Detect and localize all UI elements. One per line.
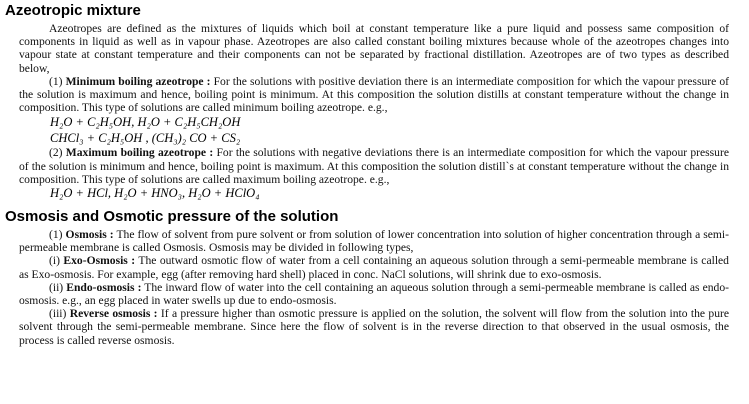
minimum-boiling-text: For the solutions with positive deviation there is an intermediate composition for which the vapour pressure of the solution is maximum and hence, boiling point is minimum. At this composition the solution distills at constant temperature without the change in composition. This type of solutions are called minimum boiling azeotrope. e.g., [19,74,729,115]
minimum-boiling-number: (1) [49,74,63,88]
heading-osmosis: Osmosis and Osmotic pressure of the solution [5,208,339,226]
endo-osmosis-number: (ii) [49,280,64,294]
reverse-osmosis-paragraph [19,307,729,347]
maximum-boiling-text: For the solutions with negative deviations there is an intermediate composition for which the vapour pressure of the solution is minimum and hence, boiling point is maximum. At this composition the solution distill`s at constant temperature without the change in composition. This type of solutions are called maximum boiling azeotrope. e.g., [19,146,729,186]
maximum-boiling-term: Maximum boiling azeotrope : [65,146,214,160]
heading-azeotropic-mixture: Azeotropic mixture [5,2,141,19]
osmosis-term: Osmosis : [65,228,114,242]
endo-osmosis-paragraph [19,281,729,307]
osmosis-paragraph [19,228,729,254]
minimum-boiling-formula-2: CHCl₃ + C₂H₅OH , (CH₃)₂ CO + CS₂ [50,131,241,146]
minimum-boiling-paragraph [19,75,729,115]
reverse-osmosis-number: (iii) [49,307,67,321]
minimum-boiling-term: Minimum boiling azeotrope : [65,74,211,88]
exo-osmosis-paragraph [19,254,729,280]
reverse-osmosis-term: Reverse osmosis : [69,307,158,321]
maximum-boiling-number: (2) [49,146,63,160]
maximum-boiling-formula: H₂O + HCl, H₂O + HNO₃, H₂O + HClO₄ [50,186,260,201]
exo-osmosis-term: Exo-Osmosis : [63,254,136,268]
maximum-boiling-paragraph [19,146,729,186]
reverse-osmosis-text: If a pressure higher than osmotic pressure is applied on the solution, the solvent will flow from the solution into the pure solvent through the semi-permeable membrane. Since here the flow of solvent is in the reverse direction to that observed in the usual osmosis, the process is called reverse osmosis. [19,307,730,347]
endo-osmosis-term: Endo-osmosis : [66,280,142,294]
azeotrope-intro-paragraph: Azeotropes are defined as the mixtures of liquids which boil at constant temperature like a pure liquid and possess same composition of components in liquid as well as in vapour phase. Azeotropes are also called constant boiling mixtures because whole of the azeotropes changes into vapour state at constant temperature and their components can not be separated by fractional distillation. Azeotropes are of two types as described below, [19,22,729,75]
exo-osmosis-text: The outward osmotic flow of water from a cell containing an aqueous solution through a semi-permeable membrane is called as Exo-osmosis. For example, egg (after removing hard shell) placed in conc. NaCl solutions, will shrink due to exo-osmosis. [19,254,729,281]
osmosis-number: (1) [49,228,63,242]
osmosis-text: The flow of solvent from pure solvent or from solution of lower concentration into solution of higher concentration through a semi-permeable membrane is called Osmosis. Osmosis may be divided in following types, [19,228,729,255]
minimum-boiling-formula-1: H₂O + C₂H₅OH, H₂O + C₂H₅CH₂OH [50,115,241,130]
exo-osmosis-number: (i) [49,254,60,268]
endo-osmosis-text: The inward flow of water into the cell containing an aqueous solution through a semi-permeable membrane is called as endo-osmosis. e.g., an egg placed in water swells up due to endo-osmosis. [19,280,729,308]
